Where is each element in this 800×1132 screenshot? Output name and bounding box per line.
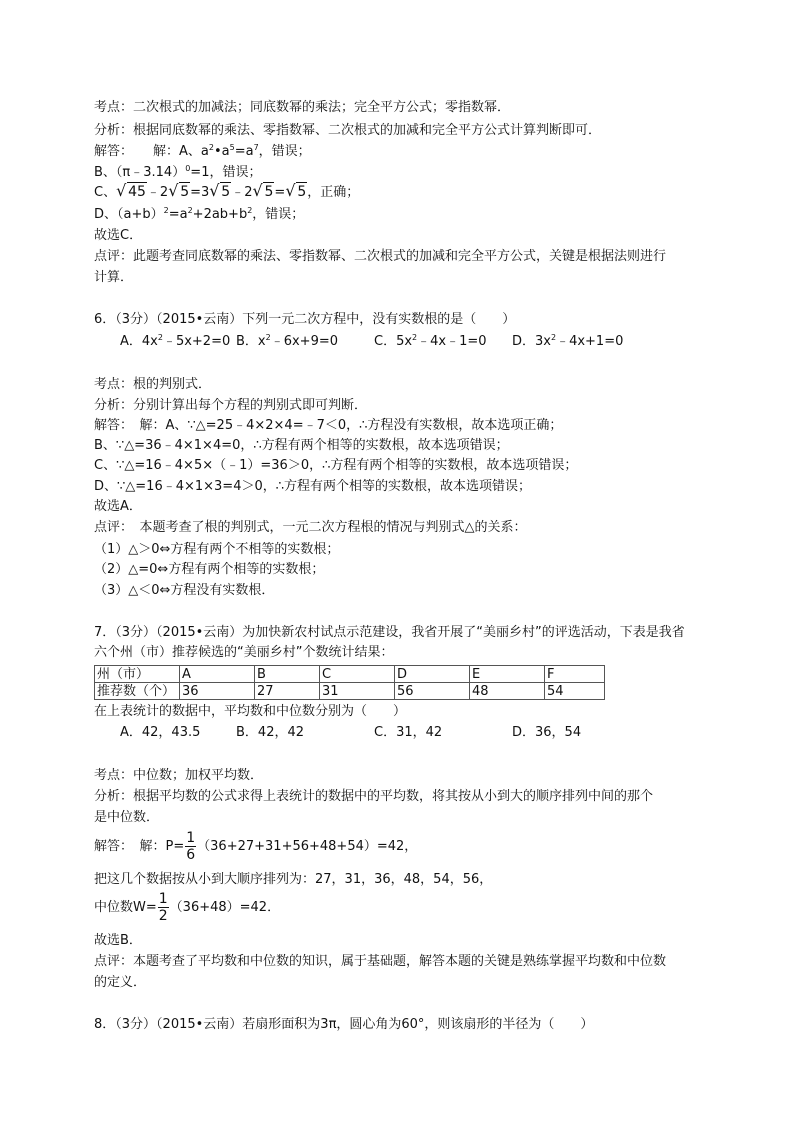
q6-option-b: B．$x^2﹣6x+9=0$ [236,333,339,349]
q5-guxuan: 故选C． [94,228,143,243]
q6-dianping: 点评： 本题考查了根的判别式，一元二次方程根的情况与判别式△的关系： [94,520,527,535]
q7-jieda-mean: 解答： 解：P= $\frac{1}{6}$ （36+27+31+56+48+54）=42， [94,830,418,863]
table-cell: C [320,666,395,683]
fraction-one-half: $\frac{1}{2}$ [158,891,168,924]
q5-kaodian: 考点：二次根式的加减法；同底数幂的乘法；完全平方公式；零指数幂． [94,100,511,115]
q5-dianping: 点评：此题考查同底数幂的乘法、零指数幂、二次根式的加减和完全平方公式，关键是根据法则进行 [94,249,667,264]
q5-jieda-b: B、（π﹣3.14）$^0$=1，错误； [94,164,262,180]
table-cell: E [470,666,545,683]
q6-kaodian: 考点：根的判别式． [94,377,212,392]
q5-jieda-a: 解答： 解：A、$a^2•a^5=a^7$，错误； [94,143,311,159]
radical-5: √ 5 [209,185,231,199]
q6-jieda-d: D、∵△=16﹣4×1×3=4＞0，∴方程有两个相等的实数根，故本选项错误； [94,479,532,494]
q8-stem: 8．（3分）（2015•云南）若扇形面积为3π，圆心角为60°，则该扇形的半径为（ ） [94,1017,594,1032]
radical-5: √ 5 [285,185,307,199]
q7-kaodian: 考点：中位数；加权平均数． [94,768,264,783]
q6-stem: 6．（3分）（2015•云南）下列一元二次方程中，没有实数根的是（ ） [94,312,516,327]
q7-dianping: 点评：本题考查了平均数和中位数的知识，属于基础题，解答本题的关键是熟练掌握平均数和中位数 [94,954,667,969]
q7-fenxi-cont: 是中位数． [94,810,160,825]
q6-jieda-a: 解答： 解：A、∵△=25﹣4×2×4=﹣7＜0，∴方程没有实数根，故本选项正确； [94,418,563,433]
q5-dianping-cont: 计算． [94,270,134,285]
q7-option-b: B．42，42 [236,725,305,740]
q6-rule-1: （1）△＞0⇔方程有两个不相等的实数根； [94,542,340,557]
q7-stem: 7．（3分）（2015•云南）为加快新农村试点示范建设，我省开展了“美丽乡村”的评选活动，下表是我省 [94,625,685,640]
stats-table [94,665,605,700]
table-cell: 31 [320,683,395,700]
q7-option-c: C．31，42 [374,725,443,740]
table-cell: 州（市） [95,666,180,683]
q6-rule-2: （2）△=0⇔方程有两个相等的实数根； [94,562,325,577]
radical-5: √ 5 [252,185,274,199]
q7-option-d: D．36，54 [512,725,582,740]
radical-45: √ 45 [116,185,147,199]
table-cell: B [255,666,320,683]
table-cell: A [180,666,255,683]
q5-fenxi: 分析：根据同底数幂的乘法、零指数幂、二次根式的加减和完全平方公式计算判断即可． [94,123,602,138]
table-cell: 27 [255,683,320,700]
q6-option-d: D．$3x^2﹣4x+1=0$ [512,333,624,349]
table-cell: F [545,666,605,683]
q7-sorted: 把这几个数据按从小到大顺序排列为：27，31，36，48，54，56， [94,872,493,887]
table-cell: 48 [470,683,545,700]
q6-fenxi: 分析：分别计算出每个方程的判别式即可判断． [94,398,368,413]
q7-median: 中位数W= $\frac{1}{2}$ （36+48）=42． [94,891,281,924]
table-cell: 54 [545,683,605,700]
table-cell: D [395,666,470,683]
radical-5: √ 5 [168,185,190,199]
q6-rule-3: （3）△＜0⇔方程没有实数根． [94,583,275,598]
q6-guxuan: 故选A． [94,499,142,514]
q7-dianping-cont: 的定义． [94,975,147,990]
table-row [95,683,605,700]
table-cell: 56 [395,683,470,700]
q7-question: 在上表统计的数据中，平均数和中位数分别为（ ） [94,704,407,719]
q7-fenxi: 分析：根据平均数的公式求得上表统计的数据中的平均数，将其按从小到大的顺序排列中间的那个 [94,789,654,804]
table-cell: 推荐数（个） [95,683,180,700]
q5-jieda-d: D、$(a+b)^2=a^2+2ab+b^2$，错误； [94,206,305,222]
table-cell: 36 [180,683,255,700]
q6-jieda-c: C、∵△=16﹣4×5×（﹣1）=36＞0，∴方程有两个相等的实数根，故本选项错误； [94,458,578,473]
q6-option-c: C．$5x^2﹣4x﹣1=0$ [374,333,487,349]
q7-stem-cont: 六个州（市）推荐候选的“美丽乡村”个数统计结果： [94,645,394,660]
q6-option-a: A．$4x^2﹣5x+2=0$ [120,333,231,349]
q7-option-a: A．42，43.5 [120,725,201,740]
q7-guxuan: 故选B． [94,933,142,948]
fraction-one-sixth: $\frac{1}{6}$ [186,830,196,863]
q5-jieda-c: C、√ 45﹣2√ 5=3√ 5﹣2√ 5=√ 5，正确； [94,185,359,199]
table-row [95,666,605,683]
q6-jieda-b: B、∵△=36﹣4×1×4=0，∴方程有两个相等的实数根，故本选项错误； [94,438,509,453]
